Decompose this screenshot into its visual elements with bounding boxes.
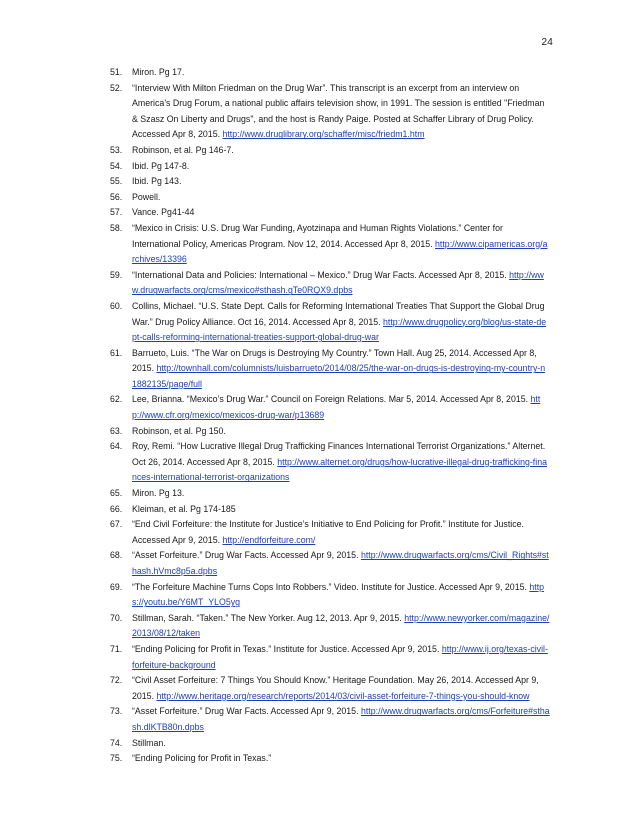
page-number: 24 [541,37,553,48]
endnote-number: 61. [110,347,123,358]
endnote-number: 55. [110,176,123,187]
endnote-link[interactable]: http://www.alternet.org/drugs/how-lucrative-illegal-drug-trafficking-finances-international-terrorist-organizations [132,456,547,483]
endnote-text: Powell. [132,191,161,202]
endnote-link[interactable]: http://www.cipamericas.org/archives/13396 [132,238,548,265]
endnotes-list [110,65,550,767]
endnote-number: 74. [110,737,123,748]
endnote-number: 73. [110,706,123,717]
endnote-number: 53. [110,144,123,155]
endnote-number: 67. [110,519,123,530]
endnote-number: 68. [110,550,123,561]
endnote-text: Stillman, Sarah. “Taken.” The New Yorker. Aug 12, 2013. Apr 9, 2015. [132,612,405,623]
endnote-number: 65. [110,488,123,499]
endnote-item [110,205,550,221]
endnote-item [110,268,550,299]
endnote-item [110,392,550,423]
endnote-item [110,81,550,143]
endnote-item [110,143,550,159]
endnote-text: Ibid. Pg 143. [132,176,182,187]
endnote-text: Roy, Remi. “How Lucrative Illegal Drug Trafficking Finances International Terrorist Organizations.” Alternet. Oct 26, 2014. Accessed Apr 8, 2015. [132,441,546,467]
endnote-number: 57. [110,207,123,218]
endnote-text: Stillman. [132,737,166,748]
endnote-text: Robinson, et al. Pg 150. [132,425,226,436]
endnote-number: 72. [110,675,123,686]
endnote-item [110,439,550,486]
endnote-text: Robinson, et al. Pg 146-7. [132,144,234,155]
endnote-item [110,673,550,704]
endnote-link[interactable]: http://www.heritage.org/research/reports/2014/03/civil-asset-forfeiture-7-things-you-should-know [156,690,530,701]
endnote-text: “Civil Asset Forfeiture: 7 Things You Should Know.” Heritage Foundation. May 26, 2014. Accessed Apr 9, 2015. [132,675,539,701]
endnote-link[interactable]: http://www.drugwarfacts.org/cms/Forfeiture#sthash.dlKTB80n.dpbs [132,706,550,732]
endnote-item [110,159,550,175]
endnote-link[interactable]: http://www.ij.org/texas-civil-forfeiture-background [132,643,548,670]
endnote-number: 63. [110,425,123,436]
endnote-text: “Mexico in Crisis: U.S. Drug War Funding, Ayotzinapa and Human Rights Violations.” Center for International Policy, Americas Program. Nov 12, 2014. Accessed Apr 8, 2015. [132,222,503,249]
endnote-item [110,548,550,579]
endnote-text: “Asset Forfeiture.” Drug War Facts. Accessed Apr 9, 2015. [132,706,361,717]
endnote-link[interactable]: http://www.drugwarfacts.org/cms/Civil_Rights#sthash.hVmc8p5a.dpbs [132,550,549,576]
endnote-text: Miron. Pg 13. [132,488,185,499]
endnote-text: “End Civil Forfeiture: the Institute for Justice’s Initiative to End Policing for Profit.” Institute for Justice. Accessed Apr 9, 2015. [132,519,524,545]
endnote-item [110,704,550,735]
endnote-text: “The Forfeiture Machine Turns Cops Into Robbers.” Video. Institute for Justice. Accessed Apr 9, 2015. [132,581,530,592]
endnote-item [110,580,550,611]
endnote-item [110,642,550,673]
endnote-number: 62. [110,394,123,405]
endnote-item [110,174,550,190]
endnote-text: Miron. Pg 17. [132,67,185,77]
endnote-text: Barrueto, Luis. “The War on Drugs is Destroying My Country.” Town Hall. Aug 25, 2014. Accessed Apr 8, 2015. [132,347,537,374]
endnote-item [110,346,550,393]
endnote-number: 75. [110,753,123,764]
endnote-item [110,611,550,642]
endnote-text: “International Data and Policies: International – Mexico.” Drug War Facts. Accessed Apr 8, 2015. [132,269,510,280]
endnote-text: “Interview With Milton Friedman on the Drug War”. This transcript is an excerpt from an interview on America’s Drug Forum, a national public affairs television show, in 1991. The session is entitled "Friedman & Szasz On Liberty and Drugs", and the host is Randy Paige. Posted at Schaffer Library of Drug Policy. Accessed Apr 8, 2015. [132,82,545,140]
endnote-link[interactable]: http://www.drugpolicy.org/blog/us-state-dept-calls-reforming-international-treaties-support-global-drug-war [132,316,547,343]
endnote-text: Vance. Pg41-44 [132,207,195,218]
endnote-item [110,190,550,206]
endnote-link[interactable]: http://www.druglibrary.org/schaffer/misc/friedm1.htm [222,129,425,140]
endnote-number: 51. [110,67,123,77]
endnote-link[interactable]: http://www.cfr.org/mexico/mexicos-drug-war/p13689 [132,394,541,421]
endnote-number: 69. [110,581,123,592]
endnote-number: 60. [110,300,123,311]
endnote-item [110,486,550,502]
endnote-item [110,299,550,346]
endnote-link[interactable]: http://www.drugwarfacts.org/cms/mexico#sthash.gTe0RQX9.dpbs [132,269,544,296]
endnote-number: 59. [110,269,123,280]
endnote-number: 66. [110,503,123,514]
endnote-item [110,751,550,767]
endnote-link[interactable]: https://youtu.be/Y6MT_YLO5yg [132,581,545,608]
endnote-text: Lee, Brianna. “Mexico’s Drug War.” Council on Foreign Relations. Mar 5, 2014. Accessed Apr 8, 2015. [132,394,531,405]
endnote-text: Collins, Michael. “U.S. State Dept. Calls for Reforming International Treaties That Support the Global Drug War.” Drug Policy Alliance. Oct 16, 2014. Accessed Apr 8, 2015. [132,300,545,327]
endnote-text: Kleiman, et al. Pg 174-185 [132,503,236,514]
endnote-number: 71. [110,643,123,654]
endnote-item [110,736,550,752]
endnote-text: “Asset Forfeiture.” Drug War Facts. Accessed Apr 9, 2015. [132,550,361,561]
endnote-number: 58. [110,222,123,233]
endnote-item [110,517,550,548]
endnote-text: “Ending Policing for Profit in Texas.” [132,753,272,764]
endnote-number: 70. [110,612,123,623]
endnote-number: 52. [110,82,123,93]
endnote-link[interactable]: http://www.newyorker.com/magazine/2013/08/12/taken [132,612,550,639]
endnote-text: “Ending Policing for Profit in Texas.” Institute for Justice. Accessed Apr 9, 2015. [132,643,442,654]
endnote-item [110,424,550,440]
endnote-text: Ibid. Pg 147-8. [132,160,190,171]
endnote-number: 54. [110,160,123,171]
endnote-number: 56. [110,191,123,202]
endnote-link[interactable]: http://endforfeiture.com/ [222,534,316,545]
endnote-number: 64. [110,441,123,452]
endnote-item [110,221,550,268]
endnote-item [110,65,550,81]
endnote-link[interactable]: http://townhall.com/columnists/luisbarrueto/2014/08/25/the-war-on-drugs-is-destroying-my-country-n1882135/page/full [132,363,546,389]
endnote-item [110,502,550,518]
